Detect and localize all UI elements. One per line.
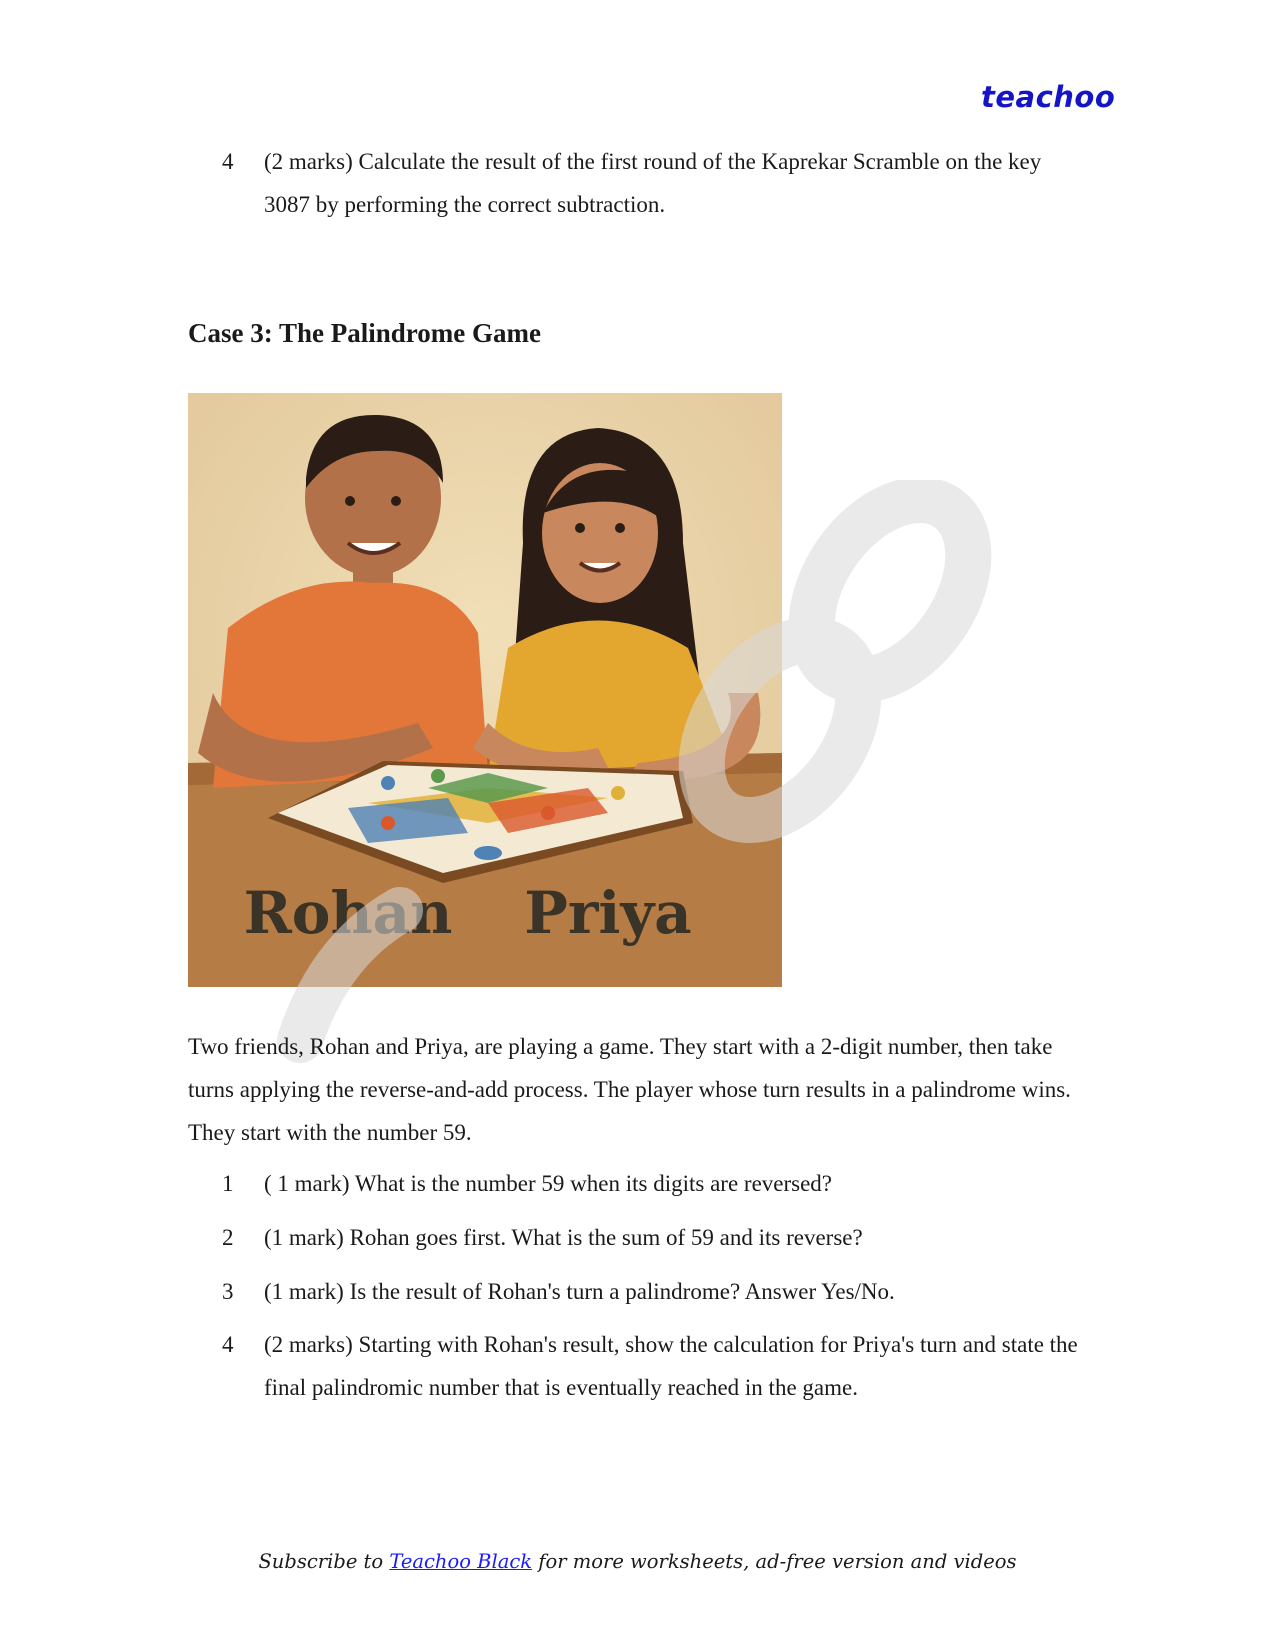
- question-number: 1: [222, 1171, 234, 1196]
- rohan-label: Rohan: [243, 879, 453, 947]
- case-paragraph: Two friends, Rohan and Priya, are playing a game. They start with a 2-digit number, then take turns applying the reverse-and-add process. The player whose turn results in a palindrome wins. They start with the number 59.: [188, 1034, 1071, 1145]
- question-number: 3: [222, 1279, 234, 1304]
- teachoo-black-link[interactable]: Teachoo Black: [389, 1550, 533, 1573]
- footer-suffix: for more worksheets, ad-free version and videos: [532, 1550, 1017, 1573]
- prev-question-text: (2 marks) Calculate the result of the first round of the Kaprekar Scramble on the key 3087 by performing the correct subtraction.: [264, 149, 1042, 217]
- question-text: (1 mark) Rohan goes first. What is the sum of 59 and its reverse?: [264, 1225, 863, 1250]
- palindrome-game-illustration: [188, 393, 782, 987]
- question-text: ( 1 mark) What is the number 59 when its digits are reversed?: [264, 1171, 833, 1196]
- prev-question-number: 4: [222, 149, 234, 174]
- question-text: (2 marks) Starting with Rohan's result, show the calculation for Priya's turn and state the final palindromic number that is eventually reached in the game.: [264, 1332, 1078, 1400]
- question-number: 2: [222, 1225, 234, 1250]
- question-text: (1 mark) Is the result of Rohan's turn a palindrome? Answer Yes/No.: [264, 1279, 895, 1304]
- priya-label: Priya: [524, 879, 692, 947]
- case-title: Case 3: The Palindrome Game: [188, 318, 541, 348]
- footer-prefix: Subscribe to: [258, 1550, 390, 1573]
- footer: [0, 1550, 1275, 1573]
- question-number: 4: [222, 1332, 234, 1357]
- teachoo-logo: teachoo: [981, 80, 1116, 114]
